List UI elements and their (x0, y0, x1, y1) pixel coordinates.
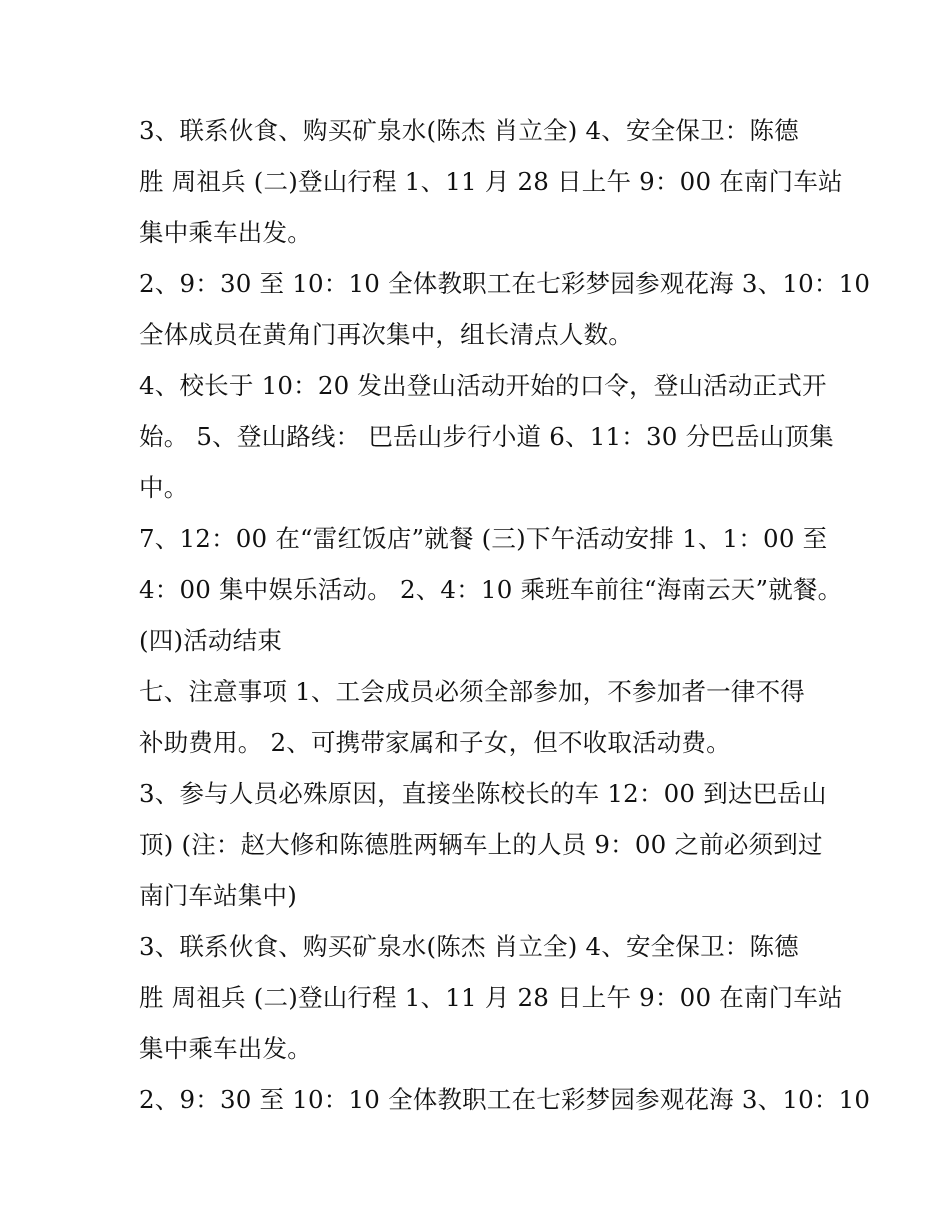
text-line: 3、参与人员必殊原因，直接坐陈校长的车 12：00 到达巴岳山 (139, 779, 827, 808)
text-line: 中。 (139, 473, 189, 502)
text-line: 3、联系伙食、购买矿泉水(陈杰 肖立全) 4、安全保卫：陈德 (139, 932, 799, 961)
text-line: (四)活动结束 (139, 626, 283, 655)
text-line: 集中乘车出发。 (139, 1034, 312, 1063)
text-line: 4：00 集中娱乐活动。 2、4：10 乘班车前往“海南云天”就餐。 (139, 575, 843, 604)
text-line: 2、9：30 至 10：10 全体教职工在七彩梦园参观花海 3、10：10 (139, 1085, 871, 1114)
text-line: 始。 5、登山路线： 巴岳山步行小道 6、11：30 分巴岳山顶集 (139, 422, 834, 451)
document-body (139, 105, 871, 1125)
text-line: 2、9：30 至 10：10 全体教职工在七彩梦园参观花海 3、10：10 (139, 269, 871, 298)
text-line: 3、联系伙食、购买矿泉水(陈杰 肖立全) 4、安全保卫：陈德 (139, 116, 799, 145)
text-line: 集中乘车出发。 (139, 218, 312, 247)
text-line: 七、注意事项 1、工会成员必须全部参加，不参加者一律不得 (139, 677, 805, 706)
text-line: 7、12：00 在“雷红饭店”就餐 (三)下午活动安排 1、1：00 至 (139, 524, 828, 553)
text-line: 补助费用。 2、可携带家属和子女，但不收取活动费。 (139, 728, 731, 757)
text-line: 胜 周祖兵 (二)登山行程 1、11 月 28 日上午 9：00 在南门车站 (139, 167, 843, 196)
text-line: 胜 周祖兵 (二)登山行程 1、11 月 28 日上午 9：00 在南门车站 (139, 983, 843, 1012)
text-line: 顶) (注：赵大修和陈德胜两辆车上的人员 9：00 之前必须到过 (139, 830, 823, 859)
text-line: 4、校长于 10：20 发出登山活动开始的口令，登山活动正式开 (139, 371, 827, 400)
text-line: 全体成员在黄角门再次集中，组长清点人数。 (139, 320, 633, 349)
text-line: 南门车站集中) (139, 881, 297, 910)
